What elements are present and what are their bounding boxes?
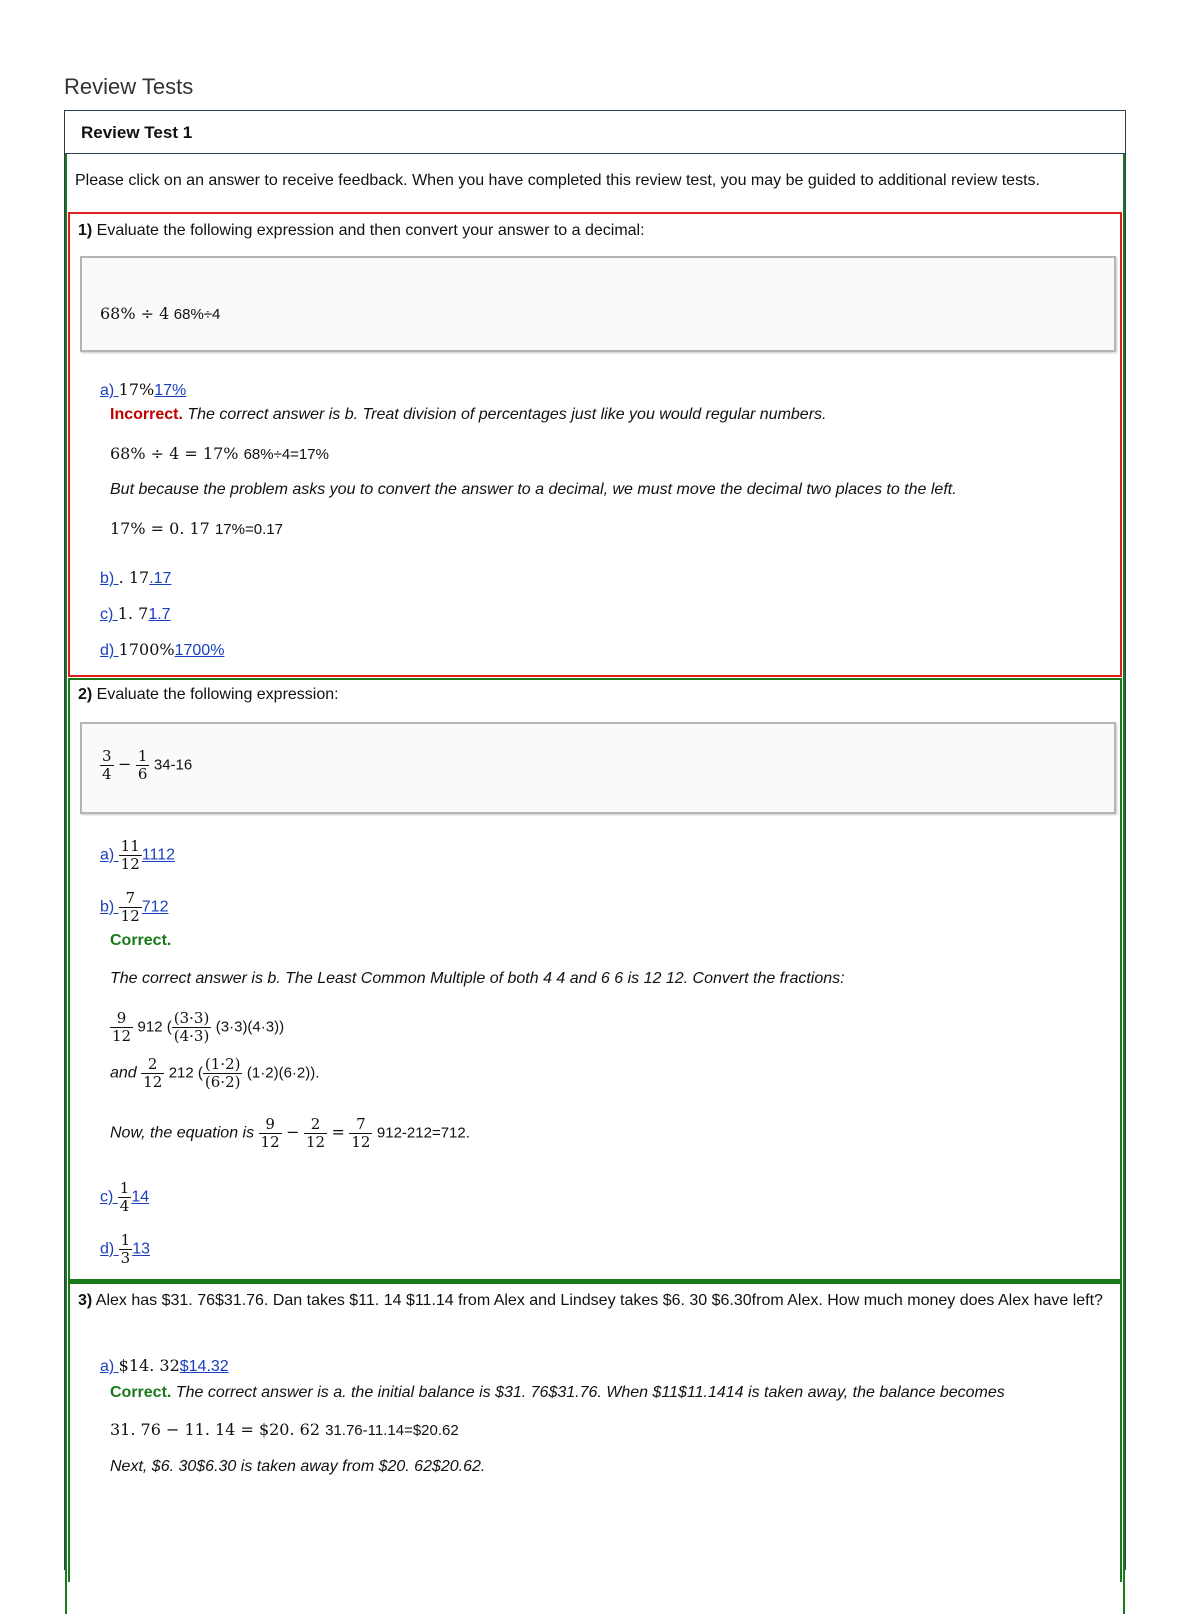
choice-label[interactable]: a) <box>100 846 119 864</box>
choice-value-plain[interactable]: 17% <box>154 382 187 399</box>
expression-box <box>80 256 1116 352</box>
denominator: (6·2) <box>204 1073 241 1091</box>
choice-value-plain[interactable]: 1700% <box>174 642 225 659</box>
denominator: 12 <box>305 1133 326 1151</box>
feedback-math-1-expr: 68% ÷ 4 = 17% <box>110 444 239 463</box>
conversion-plain: (3·3)(4·3)) <box>215 1018 285 1036</box>
numerator: 1 <box>119 1179 130 1197</box>
choice-value: . 17 <box>118 568 150 587</box>
feedback-math-2 <box>110 519 283 538</box>
denominator: 12 <box>143 1073 163 1091</box>
feedback-math-2-expr: 17% = 0. 17 <box>110 519 210 538</box>
denominator: 4 <box>119 1197 130 1215</box>
feedback-status: Incorrect. <box>110 406 183 423</box>
answer-choice-c[interactable] <box>100 604 171 624</box>
instructions: Please click on an answer to receive feedback. When you have completed this review test, you may be guided to additional review tests. <box>75 172 1040 189</box>
choice-fraction <box>119 890 142 925</box>
feedback-math-1 <box>110 444 329 463</box>
choice-label[interactable]: c) <box>100 606 118 623</box>
feedback-math-1 <box>110 1420 459 1439</box>
question-number: 2) <box>78 686 93 703</box>
feedback-text-2: Next, $6. 30$6.30 is taken away from $20. 62$20.62. <box>110 1458 486 1475</box>
numerator: 9 <box>259 1116 282 1134</box>
choice-value: 1. 7 <box>117 604 149 623</box>
equation-plain: 912-212=712. <box>376 1124 470 1142</box>
answer-choice-a[interactable] <box>100 380 186 400</box>
question-2-prompt <box>78 684 339 706</box>
fraction <box>100 748 114 783</box>
choice-value-plain[interactable]: 13 <box>132 1240 151 1258</box>
answer-choice-b[interactable] <box>100 890 168 925</box>
expression: 68% ÷ 4 <box>100 304 170 323</box>
page-title: Review Tests <box>64 74 194 99</box>
test-header <box>65 110 1125 154</box>
feedback-math-1-expr: 31. 76 − 11. 14 = $20. 62 <box>110 1420 321 1439</box>
choice-fraction <box>118 1180 132 1215</box>
answer-choice-d[interactable] <box>100 1232 150 1267</box>
denominator: 6 <box>137 765 148 783</box>
numerator: 7 <box>119 890 142 908</box>
numerator: 2 <box>141 1056 164 1074</box>
feedback-fraction-2 <box>110 1056 319 1091</box>
choice-label[interactable]: d) <box>100 642 119 659</box>
numerator: 1 <box>137 747 148 765</box>
expression-box <box>80 722 1116 814</box>
fraction <box>141 1056 164 1091</box>
question-3-prompt <box>78 1290 1108 1312</box>
question-3 <box>68 1282 1122 1582</box>
choice-label[interactable]: b) <box>100 898 119 916</box>
denominator: 12 <box>351 1133 371 1151</box>
denominator: (4·3) <box>173 1027 210 1045</box>
choice-value: $14. 32 <box>118 1356 180 1375</box>
choice-value-plain[interactable]: .17 <box>149 570 172 587</box>
feedback-text: The correct answer is b. Treat division of percentages just like you would regular numbers. <box>182 406 827 423</box>
question-text: Evaluate the following expression: <box>92 686 339 703</box>
and-text: and <box>110 1064 137 1082</box>
expression-plain: 34-16 <box>153 756 193 774</box>
minus-operator: − <box>118 754 132 774</box>
feedback-status: Correct. <box>110 932 172 949</box>
denominator: 12 <box>120 907 140 925</box>
feedback-status: Correct. <box>110 1384 172 1401</box>
fraction <box>110 1010 133 1045</box>
feedback-text: The correct answer is a. the initial balance is $31. 76$31.76. When $11$11.1414 is taken away, the balance becomes <box>171 1384 1005 1401</box>
question-2 <box>68 678 1122 1282</box>
choice-label[interactable]: a) <box>100 382 119 399</box>
question-text: Alex has $31. 76$31.76. Dan takes $11. 14 $11.14 from Alex and Lindsey takes $6. 30 $6.30from Alex. How much money does Alex have left? <box>92 1292 1103 1309</box>
choice-value: 17% <box>118 380 155 399</box>
numerator: 2 <box>304 1116 327 1134</box>
choice-value: 1700% <box>118 640 175 659</box>
choice-value-plain[interactable]: 712 <box>141 898 169 916</box>
choice-value-plain[interactable]: 14 <box>131 1188 150 1206</box>
question-text: Evaluate the following expression and then convert your answer to a decimal: <box>92 222 645 239</box>
feedback-fraction-1 <box>110 1010 284 1045</box>
choice-fraction <box>119 838 142 873</box>
choice-value-plain[interactable]: $14.32 <box>179 1358 229 1375</box>
numerator: (3·3) <box>173 1009 210 1027</box>
answer-choice-d[interactable] <box>100 640 224 660</box>
conversion-fraction <box>172 1010 212 1045</box>
equals-operator: = <box>331 1122 345 1142</box>
numerator: 9 <box>110 1010 133 1028</box>
numerator: 11 <box>120 837 140 855</box>
choice-label[interactable]: a) <box>100 1358 119 1375</box>
fraction-plain: 212 ( <box>168 1064 203 1082</box>
feedback-text-2: But because the problem asks you to convert the answer to a decimal, we must move the decimal two places to the left. <box>110 481 957 498</box>
feedback-a <box>110 1384 1005 1402</box>
choice-value-plain[interactable]: 1.7 <box>148 606 171 623</box>
fraction-plain: 912 ( <box>137 1018 172 1036</box>
minus-operator: − <box>286 1122 300 1142</box>
fraction <box>304 1116 327 1151</box>
feedback-b-status <box>110 932 171 950</box>
test-title: Review Test 1 <box>81 123 193 142</box>
numerator: 1 <box>120 1231 131 1249</box>
choice-label[interactable]: d) <box>100 1240 119 1258</box>
conversion-fraction <box>203 1056 243 1091</box>
feedback-b-text: The correct answer is b. The Least Common Multiple of both 4 4 and 6 6 is 12 12. Convert the fractions: <box>110 970 845 987</box>
choice-value-plain[interactable]: 1112 <box>141 846 175 864</box>
fraction <box>259 1116 282 1151</box>
question-1-prompt <box>78 220 645 242</box>
denominator: 12 <box>120 855 140 873</box>
denominator: 12 <box>260 1133 280 1151</box>
answer-choice-b[interactable] <box>100 568 171 588</box>
feedback-math-1-plain: 68%÷4=17% <box>243 446 329 463</box>
denominator: 3 <box>120 1249 131 1267</box>
denominator: 12 <box>112 1027 132 1045</box>
choice-label[interactable]: c) <box>100 1188 118 1206</box>
equation-intro: Now, the equation is <box>110 1124 255 1142</box>
denominator: 4 <box>102 765 112 783</box>
question-1 <box>68 212 1122 677</box>
question-number: 1) <box>78 222 93 239</box>
answer-choice-a[interactable] <box>100 838 175 873</box>
feedback-equation <box>110 1116 470 1151</box>
feedback-math-2-plain: 17%=0.17 <box>214 521 283 538</box>
fraction <box>136 748 150 783</box>
numerator: 3 <box>102 747 112 765</box>
conversion-plain: (1·2)(6·2)). <box>246 1064 320 1082</box>
numerator: 7 <box>349 1116 372 1134</box>
answer-choice-c[interactable] <box>100 1180 149 1215</box>
expression-plain: 68%÷4 <box>173 306 221 323</box>
feedback-a <box>110 406 826 424</box>
feedback-math-1-plain: 31.76-11.14=$20.62 <box>325 1422 459 1439</box>
numerator: (1·2) <box>204 1055 241 1073</box>
choice-fraction <box>119 1232 133 1267</box>
choice-label[interactable]: b) <box>100 570 119 587</box>
answer-choice-a[interactable] <box>100 1356 229 1376</box>
fraction <box>349 1116 372 1151</box>
question-number: 3) <box>78 1292 93 1309</box>
